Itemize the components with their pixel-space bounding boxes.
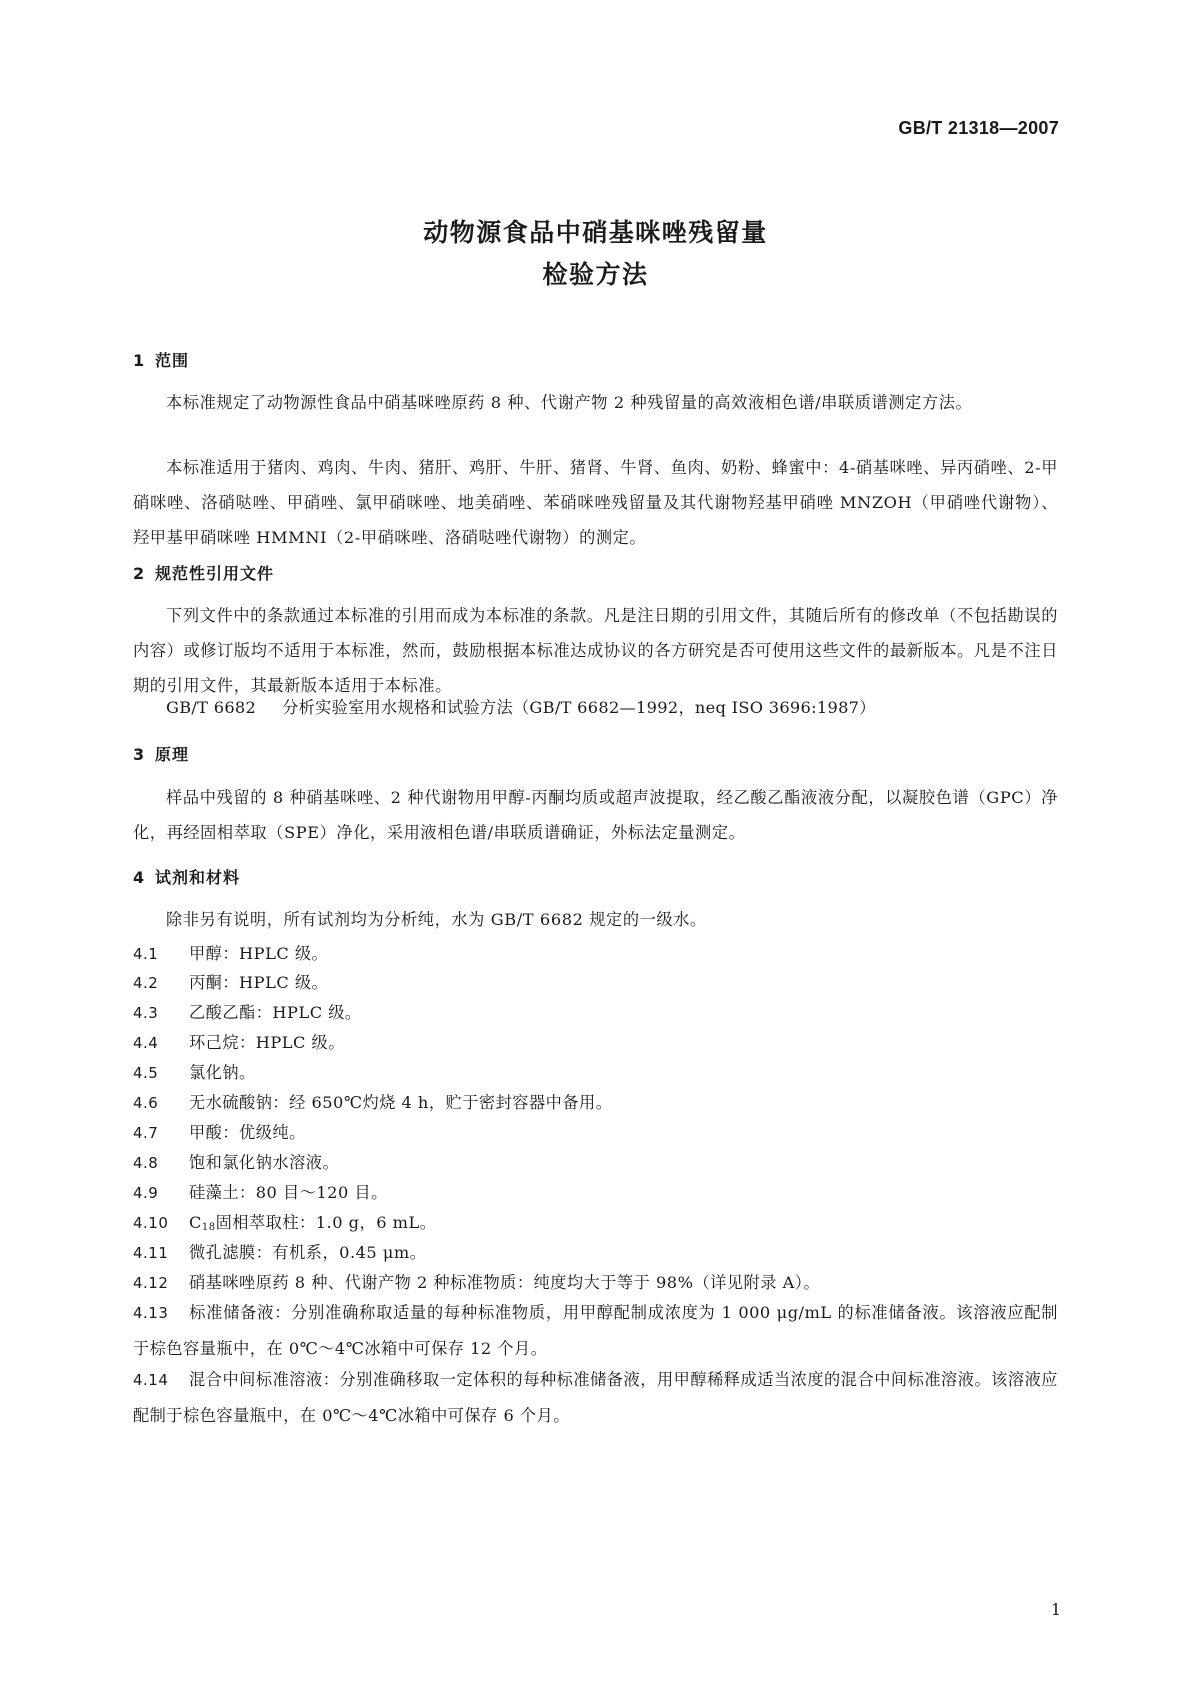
item-number: 4.1: [133, 945, 159, 963]
section-heading-principle: [133, 742, 189, 765]
item-text: 硅藻土：80 目～120 目。: [189, 1183, 388, 1202]
item-number: 4.11: [133, 1244, 169, 1262]
section-heading-normative: [133, 561, 274, 584]
standard-code: GB/T 21318—2007: [898, 118, 1059, 138]
principle-paragraph-1: 样品中残留的 8 种硝基咪唑、2 种代谢物用甲醇-丙酮均质或超声波提取，经乙酸乙酯液液分配，以凝胶色谱（GPC）净化，再经固相萃取（SPE）净化，采用液相色谱/串联质谱确证，外标法定量测定。: [133, 788, 1058, 842]
scope-paragraph-2: 本标准适用于猪肉、鸡肉、牛肉、猪肝、鸡肝、牛肝、猪肾、牛肾、鱼肉、奶粉、蜂蜜中：4-硝基咪唑、异丙硝唑、2-甲硝咪唑、洛硝哒唑、甲硝唑、氯甲硝咪唑、地美硝唑、苯硝咪唑残留量及其代谢物羟基甲硝唑 MNZOH（甲硝唑代谢物）、羟甲基甲硝咪唑 HMMNI（2-甲硝咪唑、洛硝哒唑代谢物）的测定。: [133, 458, 1058, 547]
item-number: 4.13: [133, 1304, 169, 1322]
item-text: 环己烷：HPLC 级。: [189, 1033, 345, 1052]
item-number: 4.6: [133, 1094, 159, 1112]
section-number: 1: [133, 351, 146, 370]
reagents-intro: 除非另有说明，所有试剂均为分析纯，水为 GB/T 6682 规定的一级水。: [166, 910, 707, 929]
reagent-item: [133, 1362, 1058, 1433]
item-number: 4.8: [133, 1154, 159, 1172]
item-text: 微孔滤膜：有机系，0.45 μm。: [189, 1243, 427, 1262]
reference-title: 分析实验室用水规格和试验方法（GB/T 6682—1992，neq ISO 3696:1987）: [282, 698, 876, 717]
item-number: 4.12: [133, 1274, 169, 1292]
section-title: 原理: [155, 745, 190, 764]
item-text: 无水硫酸钠：经 650℃灼烧 4 h，贮于密封容器中备用。: [189, 1093, 613, 1112]
title-line-1: 动物源食品中硝基咪唑残留量: [423, 218, 768, 247]
item-number: 4.3: [133, 1004, 159, 1022]
item-number: 4.9: [133, 1184, 159, 1202]
item-text-subscript: 18: [201, 1222, 216, 1233]
section-number: 4: [133, 868, 146, 887]
section-title: 范围: [155, 351, 190, 370]
item-text: 乙酸乙酯：HPLC 级。: [189, 1003, 362, 1022]
item-text: 混合中间标准溶液：分别准确移取一定体积的每种标准储备液，用甲醇稀释成适当浓度的混合中间标准溶液。该溶液应配制于棕色容量瓶中，在 0℃～4℃冰箱中可保存 6 个月。: [133, 1370, 1058, 1425]
item-text: 硝基咪唑原药 8 种、代谢产物 2 种标准物质：纯度均大于等于 98%（详见附录 A）。: [189, 1273, 821, 1292]
item-number: 4.4: [133, 1034, 159, 1052]
section-number: 2: [133, 564, 146, 583]
document-title: [0, 212, 1191, 296]
section-heading-reagents: [133, 865, 240, 888]
section-number: 3: [133, 745, 146, 764]
title-line-2: 检验方法: [542, 260, 649, 289]
item-text: 氯化钠。: [189, 1063, 256, 1082]
item-text: 饱和氯化钠水溶液。: [189, 1153, 340, 1172]
page-number: 1: [1050, 1600, 1061, 1619]
scope-paragraph-1: 本标准规定了动物源性食品中硝基咪唑原药 8 种、代谢产物 2 种残留量的高效液相色谱/串联质谱测定方法。: [166, 393, 973, 412]
item-number: 4.2: [133, 974, 159, 992]
reagent-item: [133, 1295, 1058, 1366]
reference-code: GB/T 6682: [166, 698, 257, 717]
item-text: 丙酮：HPLC 级。: [189, 973, 329, 992]
item-text: 标准储备液：分别准确称取适量的每种标准物质，用甲醇配制成浓度为 1 000 μg/mL 的标准储备液。该溶液应配制于棕色容量瓶中，在 0℃～4℃冰箱中可保存 12 个月。: [133, 1303, 1058, 1358]
section-title: 试剂和材料: [155, 868, 241, 887]
item-text: 甲酸：优级纯。: [189, 1123, 306, 1142]
normative-paragraph-1: 下列文件中的条款通过本标准的引用而成为本标准的条款。凡是注日期的引用文件，其随后所有的修改单（不包括勘误的内容）或修订版均不适用于本标准，然而，鼓励根据本标准达成协议的各方研究是否可使用这些文件的最新版本。凡是不注日期的引用文件，其最新版本适用于本标准。: [133, 606, 1058, 695]
item-number: 4.14: [133, 1371, 169, 1389]
normative-reference: [166, 690, 876, 725]
item-text: 甲醇：HPLC 级。: [189, 944, 329, 963]
section-heading-scope: [133, 348, 189, 371]
item-number: 4.5: [133, 1064, 159, 1082]
item-text-prefix: C: [189, 1213, 202, 1232]
item-text: 固相萃取柱：1.0 g，6 mL。: [215, 1213, 437, 1232]
item-number: 4.10: [133, 1214, 169, 1232]
item-number: 4.7: [133, 1124, 159, 1142]
section-title: 规范性引用文件: [155, 564, 275, 583]
